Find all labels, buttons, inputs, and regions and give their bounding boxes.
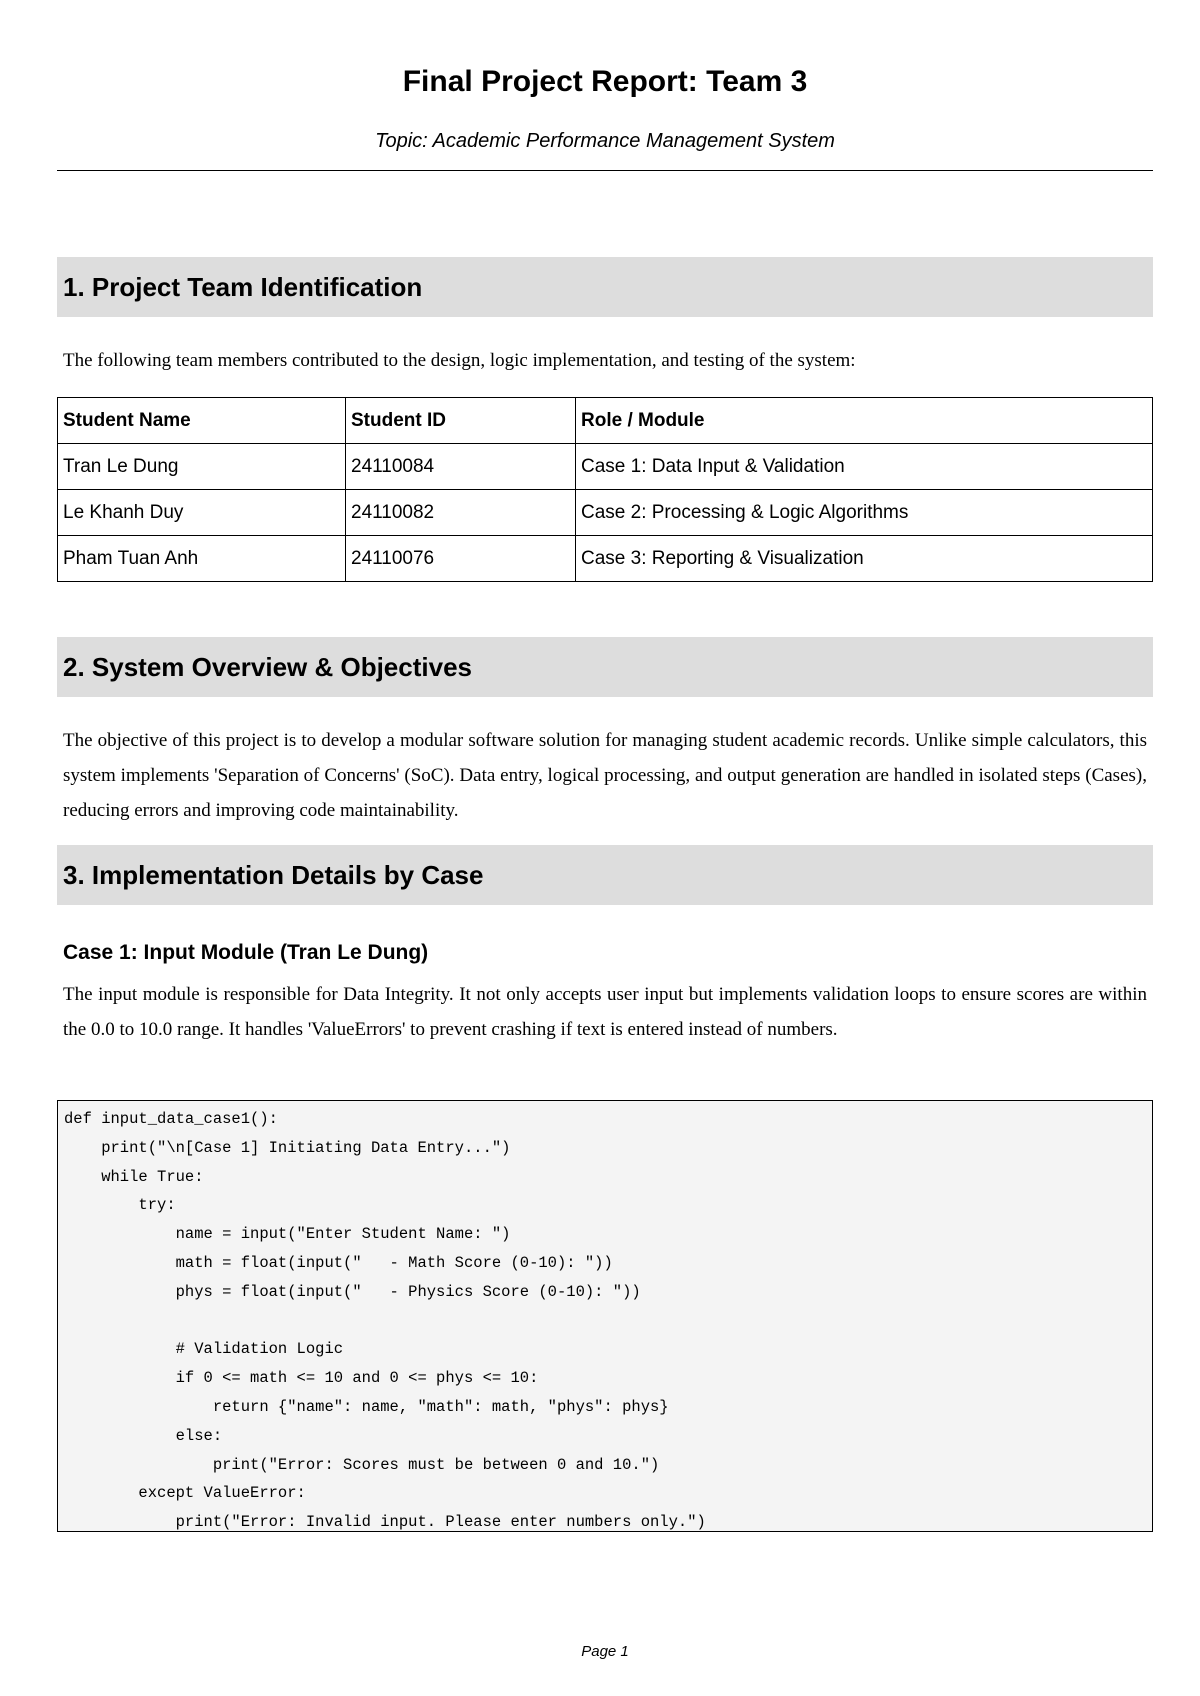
cell-student-id: 24110084 <box>346 444 576 490</box>
team-intro-text: The following team members contributed to the design, logic implementation, and testing of the system: <box>63 350 856 371</box>
section-heading-implementation: 3. Implementation Details by Case <box>57 845 1153 905</box>
code-line: else: <box>64 1426 223 1445</box>
code-line: if 0 <= math <= 10 and 0 <= phys <= 10: <box>64 1369 539 1388</box>
document-title: Final Project Report: Team 3 <box>402 65 808 98</box>
column-header-id: Student ID <box>346 398 576 444</box>
document-subtitle: Topic: Academic Performance Management System <box>375 130 835 152</box>
case1-description: The input module is responsible for Data Integrity. It not only accepts user input but implements validation loops to ensure scores are within the 0.0 to 10.0 range. It handles 'ValueErrors' to prevent crashing if text is entered instead of numbers. <box>63 984 1147 1040</box>
code-line: return {"name": name, "math": math, "phys": phys} <box>64 1397 669 1416</box>
code-block <box>57 1100 1153 1532</box>
code-line: except ValueError: <box>64 1484 306 1503</box>
table-row <box>58 490 1153 536</box>
cell-student-name: Pham Tuan Anh <box>58 536 346 582</box>
code-line: while True: <box>64 1167 204 1186</box>
page-number: Page 1 <box>581 1643 629 1660</box>
cell-student-name: Tran Le Dung <box>58 444 346 490</box>
code-line <box>64 1307 1146 1336</box>
cell-role: Case 1: Data Input & Validation <box>576 444 1153 490</box>
code-line: name = input("Enter Student Name: ") <box>64 1225 511 1244</box>
cell-student-name: Le Khanh Duy <box>58 490 346 536</box>
cell-role: Case 3: Reporting & Visualization <box>576 536 1153 582</box>
code-line: # Validation Logic <box>64 1340 344 1359</box>
table-header-row <box>58 398 1153 444</box>
case1-heading: Case 1: Input Module (Tran Le Dung) <box>63 941 429 964</box>
section-heading-overview: 2. System Overview & Objectives <box>57 637 1153 697</box>
code-line: print("\n[Case 1] Initiating Data Entry...") <box>64 1138 511 1157</box>
overview-text: The objective of this project is to develop a modular software solution for managing student academic records. Unlike simple calculators, this system implements 'Separation of Concerns' (SoC). Data entry, logical processing, and output generation are handled in isolated steps (Cases), reducing errors and improving code maintainability. <box>63 730 1147 821</box>
team-table <box>57 397 1153 582</box>
cell-student-id: 24110082 <box>346 490 576 536</box>
table-row <box>58 444 1153 490</box>
cell-role: Case 2: Processing & Logic Algorithms <box>576 490 1153 536</box>
code-line: math = float(input(" - Math Score (0-10): ")) <box>64 1253 613 1272</box>
code-line: try: <box>64 1196 176 1215</box>
code-line: def input_data_case1(): <box>64 1110 278 1128</box>
column-header-role: Role / Module <box>576 398 1153 444</box>
code-line: print("Error: Invalid input. Please enter numbers only.") <box>64 1513 706 1532</box>
code-line: print("Error: Scores must be between 0 and 10.") <box>64 1455 660 1474</box>
table-row <box>58 536 1153 582</box>
code-line: phys = float(input(" - Physics Score (0-10): ")) <box>64 1282 641 1301</box>
title-divider <box>57 170 1153 171</box>
column-header-name: Student Name <box>58 398 346 444</box>
cell-student-id: 24110076 <box>346 536 576 582</box>
section-heading-team: 1. Project Team Identification <box>57 257 1153 317</box>
